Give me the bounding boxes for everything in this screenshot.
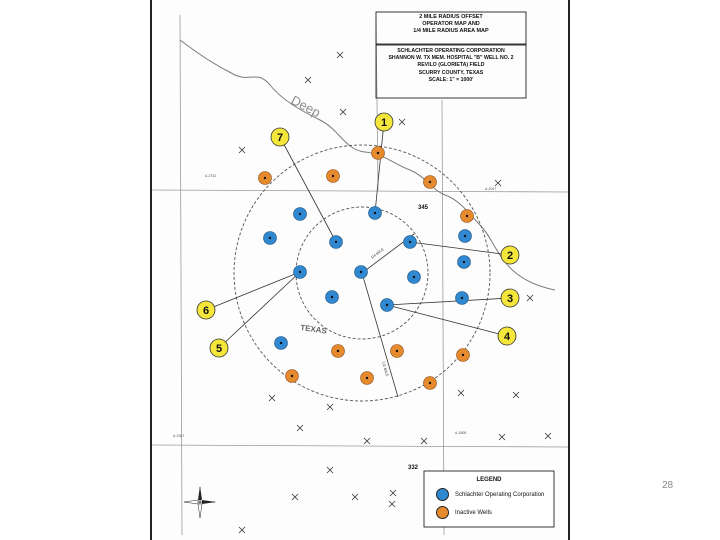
radius-label: 1/2 MILE xyxy=(381,361,390,377)
well-center-dot xyxy=(360,271,362,273)
dry-hole-symbol xyxy=(297,425,303,431)
dry-hole-symbol xyxy=(421,438,427,444)
well-center-dot xyxy=(429,382,431,384)
well-center-dot xyxy=(337,350,339,352)
legend-swatch-inactive xyxy=(436,506,449,519)
callout-leader-line xyxy=(387,298,510,305)
well-center-dot xyxy=(464,235,466,237)
map-scale: SCALE: 1" = 1000' xyxy=(428,76,474,83)
well-center-dot xyxy=(299,271,301,273)
well-center-dot xyxy=(280,342,282,344)
well-center-dot xyxy=(386,304,388,306)
callout-number: 1 xyxy=(380,117,388,129)
legend-label: Inactive Wells xyxy=(455,509,492,516)
section-line xyxy=(180,15,182,535)
callout-leader-line xyxy=(219,272,300,348)
section-line xyxy=(152,445,568,447)
callout-number: 6 xyxy=(202,305,210,317)
legend-label: Schlachter Operating Corporation xyxy=(455,491,545,498)
texas-label: TEXAS xyxy=(299,323,328,336)
dry-hole-symbol xyxy=(399,119,405,125)
well-center-dot xyxy=(461,297,463,299)
dry-hole-symbol xyxy=(513,392,519,398)
dry-hole-symbol xyxy=(340,109,346,115)
abstract-label: A-2357 xyxy=(173,434,185,438)
dry-hole-symbol xyxy=(499,434,505,440)
well-center-dot xyxy=(291,375,293,377)
well-center-dot xyxy=(299,213,301,215)
dry-hole-symbol xyxy=(545,433,551,439)
callout-leader-line xyxy=(206,272,300,310)
well-markers xyxy=(259,147,474,390)
operator-info-block xyxy=(376,48,526,98)
dry-hole-symbol xyxy=(364,438,370,444)
legend-item xyxy=(436,506,554,519)
dry-hole-symbol xyxy=(337,52,343,58)
well-name: SHANNON W. TX MEM. HOSPITAL "B" WELL NO. 2 xyxy=(388,55,514,62)
county-name: SCURRY COUNTY, TEXAS xyxy=(418,69,484,76)
abstract-label: A-1808 xyxy=(455,431,467,435)
section-line xyxy=(442,100,444,535)
well-center-dot xyxy=(466,215,468,217)
dry-hole-symbol xyxy=(352,494,358,500)
dry-hole-symbol xyxy=(327,467,333,473)
well-center-dot xyxy=(462,354,464,356)
radius-label: 1/4 MILE xyxy=(370,247,385,260)
callout-number: 5 xyxy=(215,343,223,355)
dry-hole-symbol xyxy=(239,527,245,533)
map-title-block xyxy=(376,14,526,44)
well-center-dot xyxy=(269,237,271,239)
title-line: OPERATOR MAP AND xyxy=(422,21,480,27)
callout-leader-line xyxy=(410,242,510,255)
dry-hole-symbol xyxy=(327,404,333,410)
callout-leader-line xyxy=(387,305,507,336)
well-center-dot xyxy=(335,241,337,243)
callout-number: 3 xyxy=(506,293,514,305)
well-center-dot xyxy=(377,152,379,154)
dry-hole-symbol xyxy=(239,147,245,153)
survey-number: 332 xyxy=(408,465,419,471)
callout-leader-line xyxy=(280,137,336,242)
legend-title: LEGEND xyxy=(476,477,502,483)
dry-hole-symbol xyxy=(389,501,395,507)
survey-number: 345 xyxy=(418,205,429,211)
well-center-dot xyxy=(396,350,398,352)
well-center-dot xyxy=(374,212,376,214)
well-center-dot xyxy=(264,177,266,179)
dry-hole-symbol xyxy=(527,295,533,301)
creek-label: Deep xyxy=(288,92,324,121)
callout-number: 7 xyxy=(276,132,284,144)
dry-hole-symbol xyxy=(269,395,275,401)
callout-number: 4 xyxy=(503,331,511,343)
legend-item xyxy=(436,488,554,501)
field-name: REVILO (GLORIETA) FIELD xyxy=(417,62,485,69)
title-line: 1/4 MILE RADIUS AREA MAP xyxy=(413,28,489,34)
operator-name: SCHLACHTER OPERATING CORPORATION xyxy=(397,48,505,54)
abstract-label: A-2047 xyxy=(485,187,497,191)
legend-swatch-schlachter xyxy=(436,488,449,501)
section-line xyxy=(152,190,568,192)
well-center-dot xyxy=(429,181,431,183)
abstract-label: A-2742 xyxy=(205,174,217,178)
callout-leader-line xyxy=(375,122,384,213)
north-arrow xyxy=(184,486,216,518)
well-center-dot xyxy=(366,377,368,379)
dry-hole-symbol xyxy=(305,77,311,83)
well-center-dot xyxy=(332,175,334,177)
dry-hole-symbol xyxy=(458,390,464,396)
well-center-dot xyxy=(409,241,411,243)
dry-hole-symbol xyxy=(390,490,396,496)
dry-hole-symbol xyxy=(495,180,501,186)
title-line: 2 MILE RADIUS OFFSET xyxy=(419,14,483,20)
callout-number: 2 xyxy=(506,250,514,262)
page-number: 28 xyxy=(662,480,674,491)
well-center-dot xyxy=(331,296,333,298)
well-center-dot xyxy=(413,276,415,278)
dry-hole-symbol xyxy=(292,494,298,500)
well-center-dot xyxy=(463,261,465,263)
legend xyxy=(424,471,554,526)
